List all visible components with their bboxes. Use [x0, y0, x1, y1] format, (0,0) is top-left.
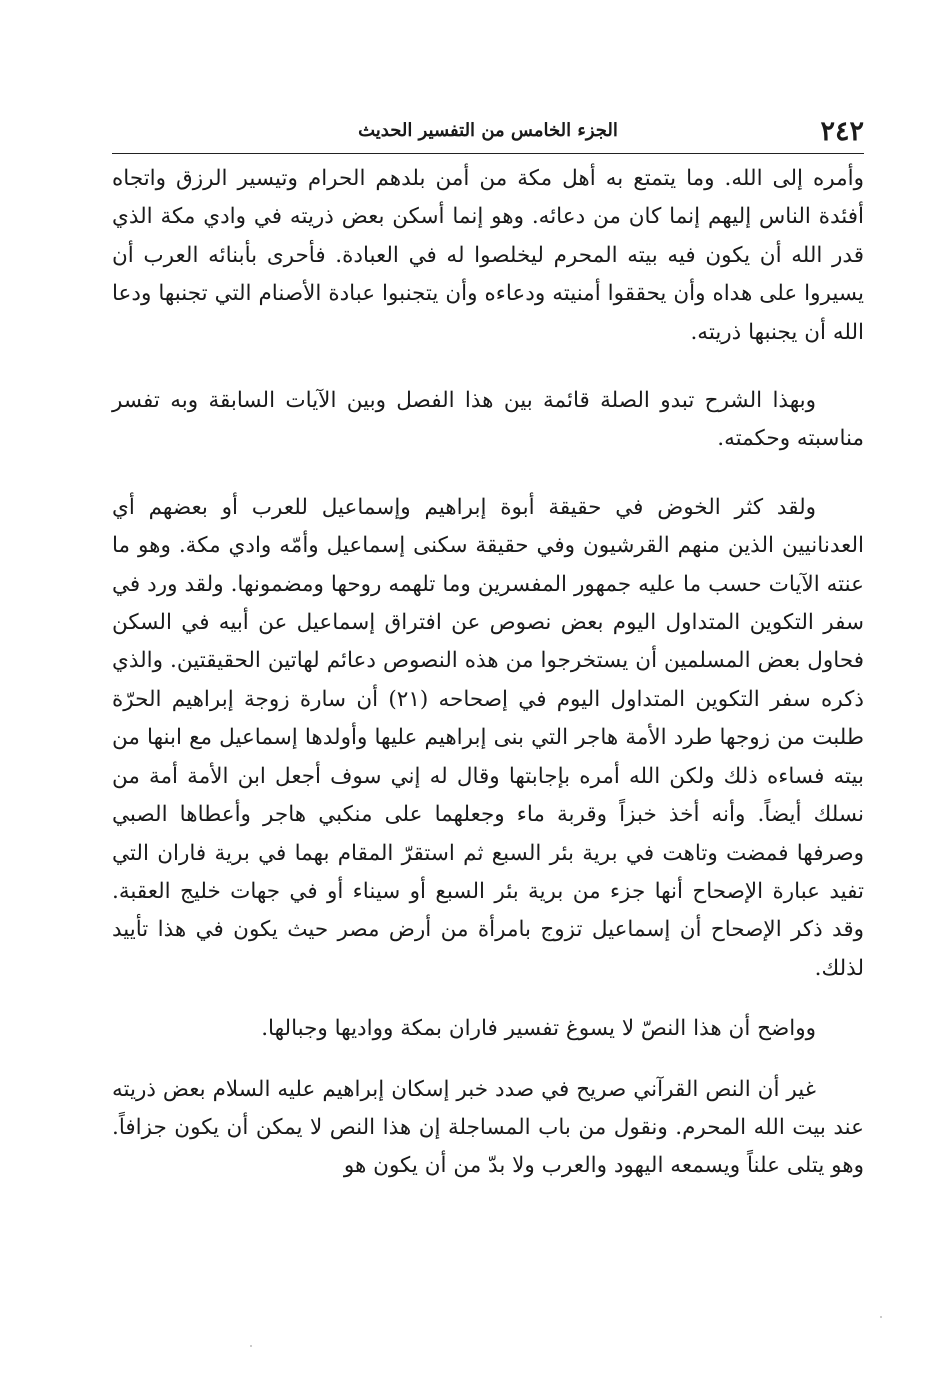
page-number: ٢٤٢	[820, 116, 864, 147]
paragraph-spacer	[112, 988, 864, 1010]
paragraph-1: وأمره إلى الله. وما يتمتع به أهل مكة من أمن بلدهم الحرام وتيسير الرزق واتجاه أفئدة الناس إليهم إنما كان من دعائه. وهو إنما أسكن بعض ذريته في وادي مكة الذي قدر الله أن يكون فيه بيته المحرم ليخلصوا له في العبادة. فأحرى بأبنائه العرب أن يسيروا على هداه وأن يحققوا أمنيته ودعاءه وأن يتجنبوا عبادة الأصنام التي تجنبها ودعا الله أن يجنبها ذريته.	[112, 166, 864, 345]
header-divider	[112, 153, 864, 154]
page-header	[112, 110, 864, 154]
paragraph-spacer	[112, 352, 864, 382]
scan-speck	[880, 1316, 882, 1318]
running-title: الجزء الخامس من التفسير الحديث	[358, 120, 618, 141]
paragraph-4: وواضح أن هذا النصّ لا يسوغ تفسير فاران بمكة وواديها وجبالها.	[261, 1016, 816, 1042]
paragraph-3: ولقد كثر الخوض في حقيقة أبوة إبراهيم وإسماعيل للعرب أو بعضهم أي العدنانيين الذين منهم القرشيون وفي حقيقة سكنى إسماعيل وأمّه وادي مكة. وهو ما عنته الآيات حسب ما عليه جمهور المفسرين وما تلهمه روحها ومضمونها. ولقد ورد في سفر التكوين المتداول اليوم بعض نصوص عن افتراق إسماعيل عن أبيه في السكن فحاول بعض المسلمين أن يستخرجوا من هذه النصوص دعائم لهاتين الحقيقتين. والذي ذكره سفر التكوين المتداول اليوم في إصحاحه (٢١) أن سارة زوجة إبراهيم الحرّة طلبت من زوجها طرد الأمة هاجر التي بنى إبراهيم عليها وأولدها إسماعيل مع ابنها من بيته فساءه ذلك ولكن الله أمره بإجابتها وقال له إني سوف أجعل ابن الأمة أمة من نسلك أيضاً. وأنه أخذ خبزاً وقربة ماء وجعلهما على منكبي هاجر وأعطاها الصبي وصرفها فمضت وتاهت في برية بئر السبع ثم استقرّ المقام بهما في برية فاران التي تفيد عبارة الإصحاح أنها جزء من برية بئر السبع أو سيناء أو في جهات خليج العقبة. وقد ذكر الإصحاح أن إسماعيل تزوج بامرأة من أرض مصر حيث يكون في هذا تأييد لذلك.	[112, 494, 864, 981]
paragraph-2: وبهذا الشرح تبدو الصلة قائمة بين هذا الفصل وبين الآيات السابقة وبه تفسر مناسبته وحكمته.	[112, 388, 864, 452]
paragraph-spacer	[112, 459, 864, 489]
paragraph-5: غير أن النص القرآني صريح في صدد خبر إسكان إبراهيم عليه السلام بعض ذريته عند بيت الله المحرم. ونقول من باب المساجلة إن هذا النص لا يمكن أن يكون جزافاً. وهو يتلى علناً ويسمعه اليهود والعرب ولا بدّ من أن يكون هو	[112, 1076, 864, 1179]
body-text	[112, 160, 864, 1186]
paragraph-spacer	[112, 1049, 864, 1071]
scan-speck	[250, 1345, 252, 1347]
